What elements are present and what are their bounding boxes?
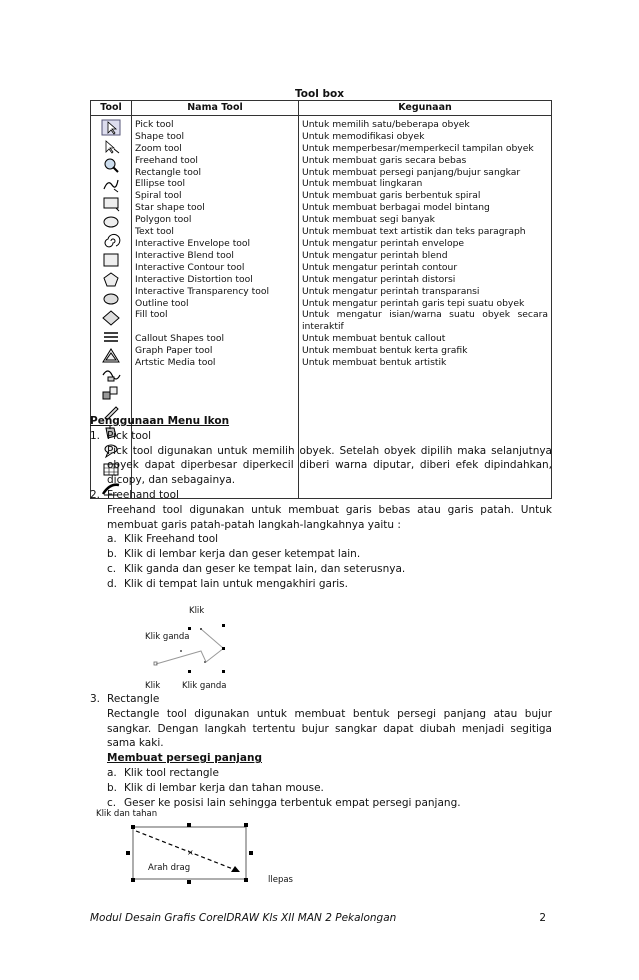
item-number: 2. bbox=[90, 488, 101, 501]
text-tool-icon bbox=[100, 289, 122, 308]
tool-use: Untuk memilih satu/beberapa obyek bbox=[302, 118, 470, 130]
tool-name: Freehand tool bbox=[135, 154, 198, 166]
distortion-tool-icon bbox=[100, 365, 122, 384]
spiral-tool-icon bbox=[100, 232, 122, 251]
header-tool: Tool bbox=[91, 101, 132, 116]
tool-use: Untuk membuat garis berbentuk spiral bbox=[302, 190, 481, 202]
tool-name: Zoom tool bbox=[135, 142, 182, 154]
item-text: Rectangle tool digunakan untuk membuat bentuk persegi panjang atau bujur sangkar. Dengan langkah tertentu bujur sangkar dapat diubah menjadi segitiga sama kaki. bbox=[107, 707, 552, 750]
page-number: 2 bbox=[539, 912, 546, 924]
svg-text:×: × bbox=[187, 848, 194, 857]
item-title: Rectangle bbox=[107, 693, 160, 705]
step: d. Klik di tempat lain untuk mengakhiri garis. bbox=[107, 577, 348, 590]
shape-tool-icon bbox=[100, 137, 122, 156]
step: b. Klik di lembar kerja dan geser ketempat lain. bbox=[107, 548, 361, 561]
header-nama-tool: Nama Tool bbox=[132, 101, 299, 116]
tool-use: Untuk mengatur perintah blend bbox=[302, 249, 448, 261]
tool-name: Outline tool bbox=[135, 297, 189, 309]
tool-name: Interactive Envelope tool bbox=[135, 237, 251, 249]
polygon-tool-icon bbox=[100, 270, 122, 289]
tool-use: Untuk mengatur perintah contour bbox=[302, 261, 458, 273]
item-pick-tool bbox=[90, 429, 552, 488]
ellipse-tool-icon bbox=[100, 213, 122, 232]
tool-name: Interactive Contour tool bbox=[135, 261, 245, 273]
tool-use: Untuk memodifikasi obyek bbox=[302, 130, 425, 142]
tool-use: Untuk mengatur isian/warna suatu obyek secara interaktif bbox=[302, 309, 548, 333]
step: c. Klik ganda dan geser ke tempat lain, dan seterusnya. bbox=[107, 562, 406, 575]
step: c. Geser ke posisi lain sehingga terbentuk empat persegi panjang. bbox=[107, 796, 461, 809]
tool-name: Interactive Blend tool bbox=[135, 249, 234, 261]
toolbox-title: Tool box bbox=[295, 88, 344, 100]
zoom-tool-icon bbox=[100, 156, 122, 175]
item-text: Pick tool digunakan untuk memilih obyek. Setelah obyek dipilih maka selanjutnya obyek dapat diperbesar diperkecil diberi warna diputar, diberi efek dipindahkan, dicopy, dan sebagainya. bbox=[107, 444, 552, 487]
label-klik-top: Klik bbox=[189, 606, 205, 616]
tool-use: Untuk mengatur perintah transparansi bbox=[302, 285, 480, 297]
tool-name: Fill tool bbox=[135, 309, 168, 321]
subheading: Membuat persegi panjang bbox=[107, 752, 262, 765]
label-klik-ganda: Klik ganda bbox=[145, 632, 190, 642]
contour-tool-icon bbox=[100, 346, 122, 365]
rectangle-diagram bbox=[90, 805, 320, 900]
tool-name: Rectangle tool bbox=[135, 166, 202, 178]
section-heading: Penggunaan Menu Ikon bbox=[90, 415, 230, 427]
item-number: 1. bbox=[90, 429, 101, 442]
item-freehand-tool bbox=[90, 488, 552, 592]
tool-use: Untuk memperbesar/memperkecil tampilan obyek bbox=[302, 142, 534, 154]
tool-use: Untuk membuat berbagai model bintang bbox=[302, 202, 490, 214]
tool-name: Interactive Transparency tool bbox=[135, 285, 270, 297]
tool-use: Untuk membuat text artistik dan teks paragraph bbox=[302, 226, 526, 238]
freehand-diagram bbox=[90, 600, 290, 695]
label-klik-ganda-bottom: Klik ganda bbox=[182, 681, 227, 691]
tool-use: Untuk mengatur perintah distorsi bbox=[302, 273, 456, 285]
tool-use: Untuk membuat bentuk artistik bbox=[302, 357, 447, 369]
tool-name: Polygon tool bbox=[135, 214, 192, 226]
star-shape-tool-icon bbox=[100, 251, 122, 270]
tool-name: Interactive Distortion tool bbox=[135, 273, 253, 285]
tool-name: Shape tool bbox=[135, 130, 185, 142]
tool-name: Pick tool bbox=[135, 118, 174, 130]
item-number: 3. bbox=[90, 693, 101, 705]
blend-tool-icon bbox=[100, 327, 122, 346]
tool-use: Untuk membuat bentuk kerta grafik bbox=[302, 345, 468, 357]
tool-name: Callout Shapes tool bbox=[135, 333, 224, 345]
header-kegunaan: Kegunaan bbox=[299, 101, 552, 116]
tool-use: Untuk membuat bentuk callout bbox=[302, 333, 446, 345]
tool-use: Untuk membuat lingkaran bbox=[302, 178, 423, 190]
tool-use: Untuk membuat segi banyak bbox=[302, 214, 435, 226]
label-klik-bottom: Klik bbox=[145, 681, 161, 691]
tool-name: Graph Paper tool bbox=[135, 345, 213, 357]
step: a. Klik Freehand tool bbox=[107, 533, 219, 546]
step: a. Klik tool rectangle bbox=[107, 766, 219, 779]
tool-name: Star shape tool bbox=[135, 202, 205, 214]
item-text: Freehand tool digunakan untuk membuat garis bebas atau garis patah. Untuk membuat garis patah-patah langkah-langkahnya yaitu : bbox=[107, 503, 552, 531]
item-title: Pick tool bbox=[107, 429, 152, 442]
label-arah-drag: Arah drag bbox=[148, 863, 191, 873]
pick-tool-icon bbox=[100, 118, 122, 137]
tool-name: Spiral tool bbox=[135, 190, 182, 202]
tool-name: Artstic Media tool bbox=[135, 357, 216, 369]
tool-name: Text tool bbox=[135, 226, 174, 238]
transparency-tool-icon bbox=[100, 384, 122, 403]
freehand-tool-icon bbox=[100, 175, 122, 194]
tool-use: Untuk mengatur perintah envelope bbox=[302, 237, 465, 249]
usage-section bbox=[90, 414, 552, 592]
rectangle-section bbox=[90, 692, 552, 810]
tool-use: Untuk mengatur perintah garis tepi suatu obyek bbox=[302, 297, 525, 309]
page-footer bbox=[90, 912, 552, 924]
step: b. Klik di lembar kerja dan tahan mouse. bbox=[107, 781, 324, 794]
envelope-tool-icon bbox=[100, 308, 122, 327]
tool-name: Ellipse tool bbox=[135, 178, 186, 190]
label-lepas: llepas bbox=[268, 875, 293, 885]
rectangle-tool-icon bbox=[100, 194, 122, 213]
rectangle-drag-figure bbox=[90, 805, 320, 900]
footer-text: Modul Desain Grafis CorelDRAW Kls XII MAN 2 Pekalongan bbox=[90, 912, 397, 924]
tool-use: Untuk membuat garis secara bebas bbox=[302, 154, 467, 166]
label-klik-dan-tahan: Klik dan tahan bbox=[96, 809, 158, 819]
item-rectangle bbox=[90, 692, 552, 810]
tool-use: Untuk membuat persegi panjang/bujur sangkar bbox=[302, 166, 521, 178]
item-title: Freehand tool bbox=[107, 488, 179, 501]
